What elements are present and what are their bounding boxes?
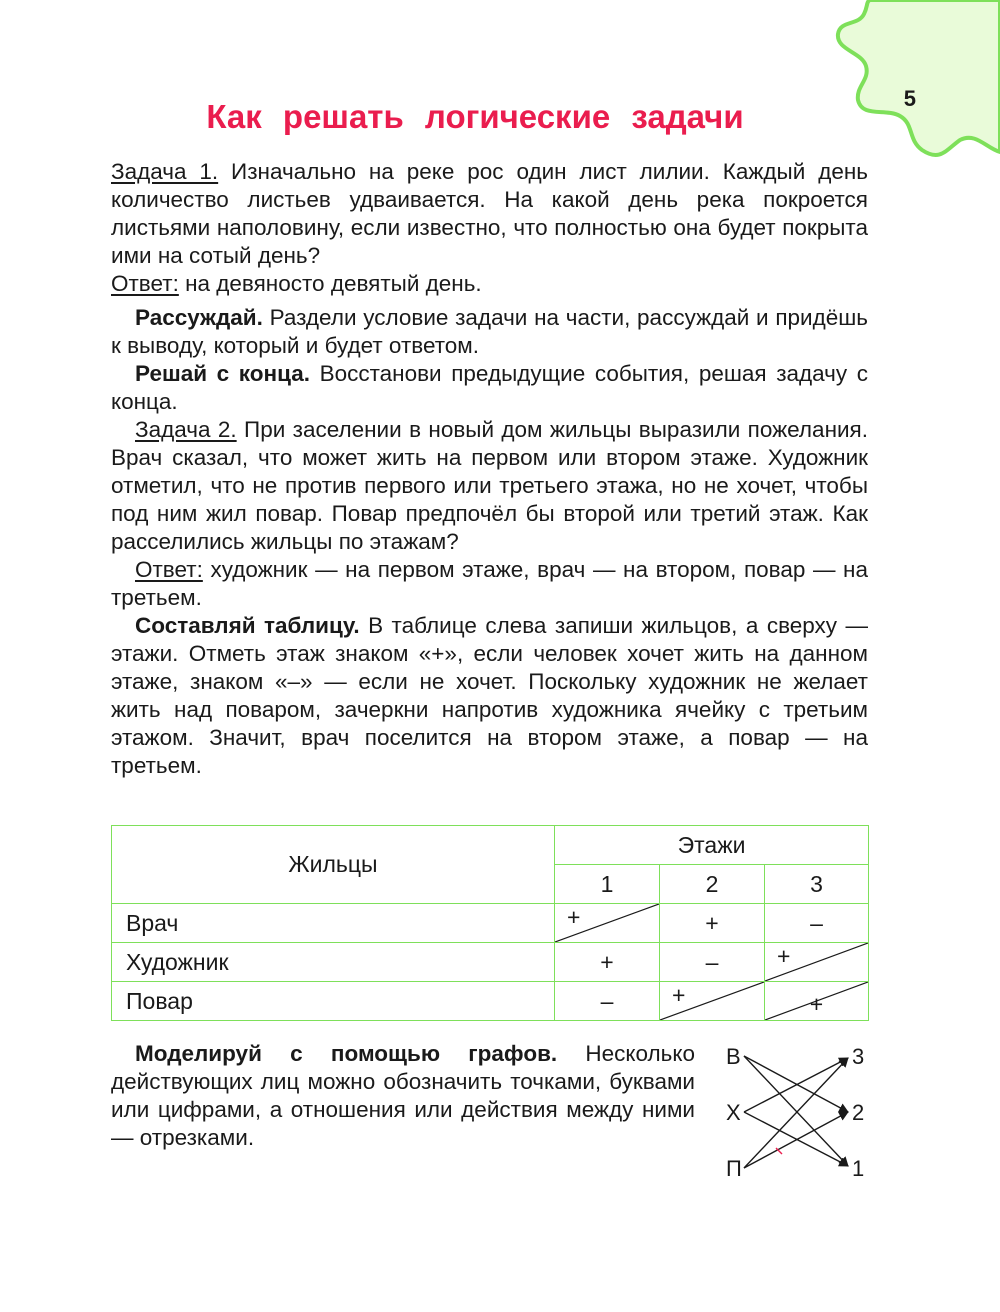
graph-tip <box>111 1040 695 1152</box>
tip-reason <box>111 304 868 360</box>
tip-graph-text: Несколько действующих лиц можно обозначить точками, буквами или цифрами, а отношения или действия между ними — отрезками. <box>111 1041 695 1150</box>
cell-mark: + <box>567 904 581 930</box>
tip-table-text: В таблице слева запиши жильцов, а сверху — этажи. Отметь этаж знаком «+», если человек хочет жить на данном этаже, знаком «–» — если не хочет. Поскольку художник не желает жить над поваром, зачеркни напротив художника ячейку с третьим этажом. Значит, врач поселится на втором этаже, а повар — на третьем. <box>111 613 869 778</box>
table-row <box>112 982 869 1021</box>
cell-artist-2: – <box>660 943 765 982</box>
table-row <box>112 904 869 943</box>
task2-label: Задача 2. <box>135 417 237 442</box>
task1-label: Задача 1. <box>111 159 219 184</box>
tip-table <box>111 612 868 780</box>
tip-table-bold: Составляй таблицу. <box>135 613 360 638</box>
cell-cook-1: – <box>555 982 660 1021</box>
floor-2-header: 2 <box>660 865 765 904</box>
cell-artist-1: + <box>555 943 660 982</box>
graph-diagram <box>720 1038 880 1188</box>
cell-doctor-3: – <box>765 904 869 943</box>
cell-mark: + <box>809 991 824 1017</box>
tip-reason-bold: Рассуждай. <box>135 305 263 330</box>
graph-node-left-3: П <box>726 1156 742 1181</box>
cell-doctor-2: + <box>660 904 765 943</box>
corner-blob-decoration <box>800 0 1000 170</box>
cell-mark: + <box>672 982 686 1008</box>
task2-answer-label: Ответ: <box>135 557 203 582</box>
floor-1-header: 1 <box>555 865 660 904</box>
task1-answer-text: на девяносто девятый день. <box>178 271 482 296</box>
page-title: Как решать логические задачи <box>206 98 744 135</box>
tip-end-bold: Решай с конца. <box>135 361 310 386</box>
task1-paragraph <box>111 158 868 270</box>
header-floors: Этажи <box>555 826 869 865</box>
graph-node-right-1: 3 <box>852 1044 865 1069</box>
page-number: 5 <box>903 86 916 111</box>
tip-graph <box>111 1040 695 1152</box>
tip-graph-bold: Моделируй с помощью графов. <box>135 1041 558 1066</box>
graph-edge <box>744 1056 848 1166</box>
graph-edge <box>744 1058 848 1168</box>
cell-artist-3 <box>765 943 869 982</box>
task2-text: При заселении в новый дом жильцы выразили пожелания. Врач сказал, что может жить на первом или втором этаже. Художник отметил, что не против первого или третьего этажа, но не хочет, чтобы под ним жил повар. Повар предпочёл бы второй или третий этаж. Как расселились жильцы по этажам? <box>111 417 868 554</box>
tip-end-text: Восстанови предыдущие события, решая задачу с конца. <box>111 361 869 414</box>
graph-node-left-2: Х <box>726 1100 741 1125</box>
row-name-cook: Повар <box>112 982 555 1021</box>
tip-end <box>111 360 868 416</box>
row-name-artist: Художник <box>112 943 555 982</box>
tip-reason-text: Раздели условие задачи на части, рассуждай и придёшь к выводу, который и будет ответом. <box>111 305 868 358</box>
table-row <box>112 943 869 982</box>
graph-node-right-3: 1 <box>852 1156 865 1181</box>
main-text <box>111 158 868 780</box>
cell-mark: + <box>777 943 791 969</box>
task2-paragraph <box>111 416 868 556</box>
residents-table <box>111 825 869 1021</box>
task1-answer <box>111 270 868 298</box>
row-name-doctor: Врач <box>112 904 555 943</box>
header-residents: Жильцы <box>112 826 555 904</box>
graph-node-right-2: 2 <box>852 1100 865 1125</box>
cell-cook-2 <box>660 982 765 1021</box>
cell-doctor-1 <box>555 904 660 943</box>
task2-answer-text: художник — на первом этаже, врач — на втором, повар — на третьем. <box>111 557 868 610</box>
graph-node-left-1: В <box>726 1044 741 1069</box>
task1-answer-label: Ответ: <box>111 271 179 296</box>
task1-text: Изначально на реке рос один лист лилии. Каждый день количество листьев удваивается. На какой день река покроется листьями наполовину, если известно, что полностью она будет покрыта ими на сотый день? <box>111 159 868 268</box>
floor-3-header: 3 <box>765 865 869 904</box>
task2-answer <box>111 556 868 612</box>
cell-cook-3 <box>765 982 869 1021</box>
